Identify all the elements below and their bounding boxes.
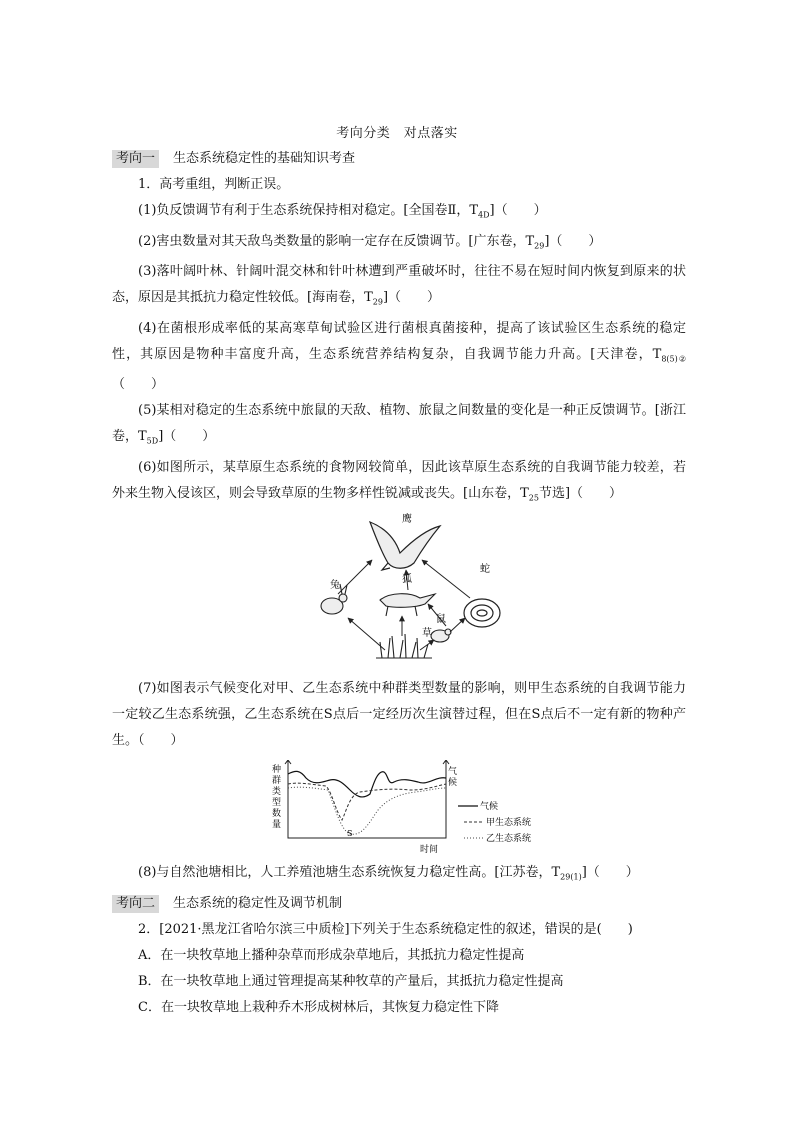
legend-yi: 乙生态系统: [486, 834, 532, 844]
food-web-figure: [310, 508, 520, 668]
question-2: 2．[2021·黑龙江省哈尔滨三中质检]下列关于生态系统稳定性的叙述，错误的是( ): [138, 921, 633, 937]
section-heading-text: 生态系统稳定性的基础知识考查: [173, 151, 356, 166]
section-1-heading: [112, 146, 686, 172]
legend-climate: 气候: [480, 802, 499, 812]
page-title: 考向分类 对点落实: [336, 126, 458, 141]
ylabel-char-4: 型: [272, 798, 282, 808]
ylabel-char-2: 群: [272, 776, 282, 786]
chart-xlabel: 时间: [420, 845, 439, 855]
item-7: (7)如图表示气候变化对甲、乙生态系统中种群类型数量的影响，则甲生态系统的自我调节能力一定较乙生态系统强，乙生态系统在S点后一定经历次生演替过程，但在S点后不一定有新的物种产生。（ ）: [112, 681, 686, 748]
snake-icon: [464, 599, 500, 627]
section-1: [112, 146, 686, 512]
ylabel-char-1: 种: [272, 765, 282, 775]
item-2: (2)害虫数量对其天敌鸟类数量的影响一定存在反馈调节。[广东卷，$T_{29}$]（ ）: [138, 233, 602, 251]
item-1: (1)负反馈调节有利于生态系统保持相对稳定。[全国卷Ⅱ，$T_{4D}$]（ ）: [138, 203, 547, 220]
section-tag: 考向一: [112, 150, 159, 168]
label-fox: 狐: [402, 574, 412, 585]
item-8: (8)与自然池塘相比，人工养殖池塘生态系统恢复力稳定性高。[江苏卷，$T_{29(1)}$]（ ）: [138, 865, 639, 882]
chart-ylabel: [272, 763, 284, 830]
label-grass: 草: [422, 628, 432, 639]
item-6: (6)如图所示，某草原生态系统的食物网较简单，因此该草原生态系统的自我调节能力较差，若外来生物入侵该区，则会导致草原的生物多样性锐减或丧失。[山东卷，$T_{25}$节选]（ ）: [112, 459, 686, 503]
section-tag-2: 考向二: [112, 895, 159, 913]
series-yi: [288, 787, 446, 834]
option-c: C．在一块牧草地上栽种乔木形成树林后，其恢复力稳定性下降: [138, 999, 499, 1015]
label-mouse: 鼠: [436, 614, 446, 625]
item-7-block: [112, 676, 686, 754]
chart-ylabel-right: 气 候: [448, 767, 458, 788]
ylabel-char-5: 数: [272, 809, 282, 819]
fox-icon: [380, 594, 435, 616]
label-rabbit: 兔: [330, 580, 340, 591]
section-2-block: [112, 860, 686, 1021]
label-snake: 蛇: [480, 564, 490, 575]
section-2-heading-text: 生态系统的稳定性及调节机制: [173, 895, 343, 911]
chart-axes: [285, 760, 449, 838]
label-eagle: 鹰: [402, 514, 412, 525]
option-a: A．在一块牧草地上播种杂草而形成杂草地后，其抵抗力稳定性提高: [138, 947, 525, 963]
item-3: (3)落叶阔叶林、针阔叶混交林和针叶林遭到严重破坏时，往往不易在短时间内恢复到原来的状态，原因是其抵抗力稳定性较低。[海南卷，$T_{29}$]（ ）: [112, 264, 686, 307]
section-2-heading: [112, 891, 686, 917]
legend-jia: 甲生态系统: [486, 818, 532, 828]
option-b: B．在一块牧草地上通过管理提高某种牧草的产量后，其抵抗力稳定性提高: [138, 973, 564, 989]
question-1: 1．高考重组，判断正误。: [138, 177, 290, 192]
ylabel-char-6: 量: [272, 820, 282, 830]
ylabel-char-3: 类: [272, 787, 282, 797]
item-5: (5)某相对稳定的生态系统中旅鼠的天敌、植物、旅鼠之间数量的变化是一种正反馈调节。[浙江卷，$T_{5D}$]（ ）: [112, 403, 686, 446]
item-4: (4)在菌根形成率低的某高寒草甸试验区进行菌根真菌接种，提高了该试验区生态系统的稳定性，其原因是物种丰富度升高，生态系统营养结构复杂，自我调节能力升高。[天津卷，$T_{8(5)②}$（ ）: [112, 320, 687, 393]
climate-chart: [270, 760, 560, 860]
chart-annotation-s: S: [347, 829, 353, 838]
eagle-icon: [370, 522, 440, 570]
chart-legend: [458, 800, 531, 844]
series-climate: [288, 771, 446, 797]
series-jia: [288, 783, 446, 820]
